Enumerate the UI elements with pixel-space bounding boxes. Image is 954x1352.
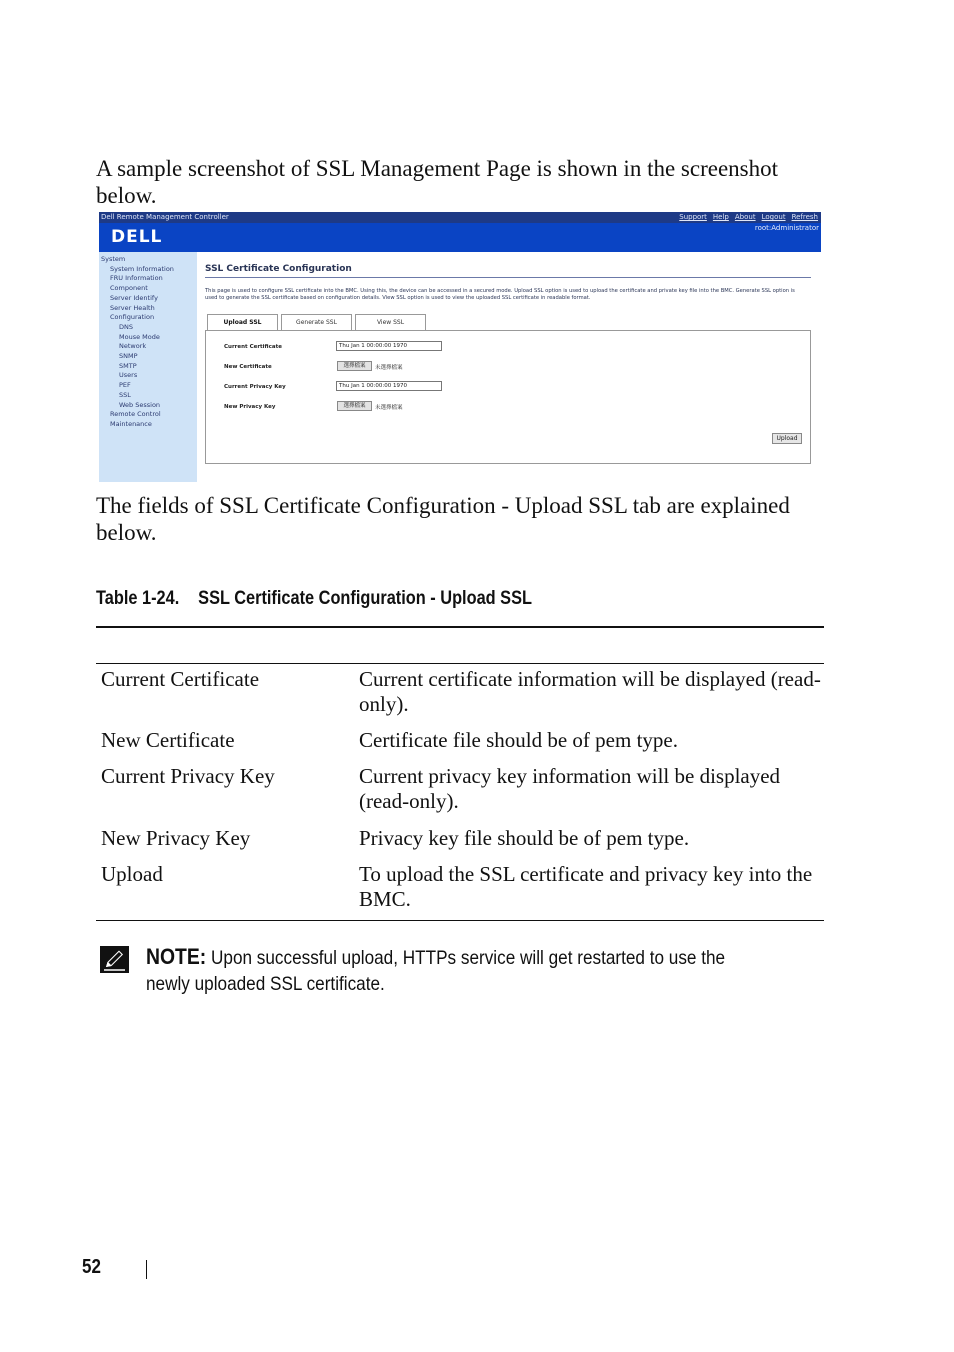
table-row-description: Privacy key file should be of pem type.: [359, 826, 690, 850]
table-header-rule: [96, 663, 824, 664]
table-title: SSL Certificate Configuration - Upload SSL: [198, 588, 532, 609]
tree-item[interactable]: DNS: [119, 322, 133, 331]
table-row-field: Upload: [101, 862, 163, 886]
table-caption: [96, 588, 532, 610]
screenshot-main: [197, 252, 821, 482]
table-row-field: Current Privacy Key: [101, 764, 275, 788]
new-privacy-key-label: New Privacy Key: [224, 404, 276, 410]
ssl-management-screenshot: [99, 212, 821, 482]
tree-item[interactable]: Component: [110, 284, 148, 293]
note-pencil-icon: [100, 946, 129, 973]
tree-item[interactable]: Mouse Mode: [119, 332, 160, 341]
table-row-field: Current Certificate: [101, 667, 260, 691]
ssl-section-title: SSL Certificate Configuration: [205, 264, 352, 274]
tab-generate-ssl[interactable]: Generate SSL: [281, 314, 352, 330]
tree-item[interactable]: Users: [119, 371, 138, 380]
current-privacy-key-label: Current Privacy Key: [224, 384, 286, 390]
new-certificate-file-status: 未選擇檔案: [375, 365, 403, 371]
note-label: NOTE:: [146, 944, 207, 969]
tree-item[interactable]: System: [101, 255, 126, 263]
new-privacy-key-browse-button[interactable]: 選擇檔案: [337, 401, 372, 411]
tree-item[interactable]: Web Session: [119, 400, 161, 409]
tree-item[interactable]: System Information: [110, 264, 174, 273]
screenshot-user: root:Administrator: [754, 224, 819, 232]
title-rule: [205, 277, 811, 278]
current-certificate-label: Current Certificate: [224, 344, 282, 350]
explain-paragraph: The fields of SSL Certificate Configuration - Upload SSL tab are explained below.: [96, 493, 790, 545]
help-link[interactable]: Help: [712, 213, 729, 221]
tab-upload-ssl[interactable]: Upload SSL: [207, 314, 278, 330]
tree-item[interactable]: PEF: [119, 381, 131, 390]
current-certificate-field[interactable]: Thu Jan 1 00:00:00 1970: [336, 341, 442, 351]
new-certificate-browse-button[interactable]: 選擇檔案: [337, 361, 372, 371]
tree-item[interactable]: Configuration: [110, 313, 155, 322]
screenshot-sidebar: [99, 252, 197, 482]
tab-view-ssl[interactable]: View SSL: [355, 314, 426, 330]
tree-item[interactable]: Server Identify: [110, 293, 158, 302]
new-certificate-label: New Certificate: [224, 364, 272, 370]
refresh-link[interactable]: Refresh: [791, 213, 818, 221]
ssl-description: This page is used to configure SSL certificate into the BMC. Using this, the device can be accessed in a secured mode. Upload SSL option is used to upload the certificate and private key file into the BMC. Generate SSL option is used to generate the SSL certificate based on configuration details. View SSL option is used to view the uploaded SSL certificate in readable format.: [205, 288, 795, 301]
table-top-rule: [96, 626, 824, 628]
page-number: 52: [82, 1256, 101, 1278]
tree-item[interactable]: SNMP: [119, 352, 138, 360]
new-privacy-key-file-status: 未選擇檔案: [375, 405, 403, 411]
upload-button[interactable]: Upload: [772, 433, 802, 444]
tree-item[interactable]: Remote Control: [110, 410, 161, 419]
dell-logo: DELL: [111, 227, 163, 247]
screenshot-app-title: Dell Remote Management Controller: [101, 213, 229, 221]
tree-item[interactable]: Server Health: [110, 303, 155, 312]
tree-item[interactable]: SMTP: [119, 361, 137, 370]
footer-separator: [146, 1260, 147, 1279]
ssl-tabs: [207, 314, 426, 330]
tree-item[interactable]: Network: [119, 342, 147, 351]
intro-paragraph: A sample screenshot of SSL Management Page is shown in the screenshot below.: [96, 156, 778, 208]
screenshot-banner: [99, 223, 821, 252]
table-row-field: New Certificate: [101, 728, 235, 752]
table-row-description: Current privacy key information will be displayed (read-only).: [359, 764, 781, 813]
note-text: Upon successful upload, HTTPs service will get restarted to use the newly uploaded SSL certificate.: [146, 947, 726, 995]
upload-ssl-panel: [205, 330, 811, 464]
table-row-description: Certificate file should be of pem type.: [359, 728, 678, 752]
table-row-description: To upload the SSL certificate and privacy key into the BMC.: [359, 862, 813, 911]
about-link[interactable]: About: [734, 213, 756, 221]
screenshot-top-links: [679, 212, 818, 223]
logout-link[interactable]: Logout: [761, 213, 786, 221]
table-bottom-rule: [96, 920, 824, 921]
tree-item[interactable]: SSL: [119, 390, 131, 399]
support-link[interactable]: Support: [679, 213, 707, 221]
current-privacy-key-field[interactable]: Thu Jan 1 00:00:00 1970: [336, 381, 442, 391]
table-row-description: Current certificate information will be displayed (read-only).: [359, 667, 821, 716]
tree-item[interactable]: FRU Information: [110, 274, 163, 283]
table-row-field: New Privacy Key: [101, 826, 251, 850]
screenshot-title-bar: [99, 212, 821, 223]
table-number: Table 1-24.: [96, 588, 180, 609]
note-text-block: [146, 944, 762, 997]
tree-item[interactable]: Maintenance: [110, 419, 152, 428]
